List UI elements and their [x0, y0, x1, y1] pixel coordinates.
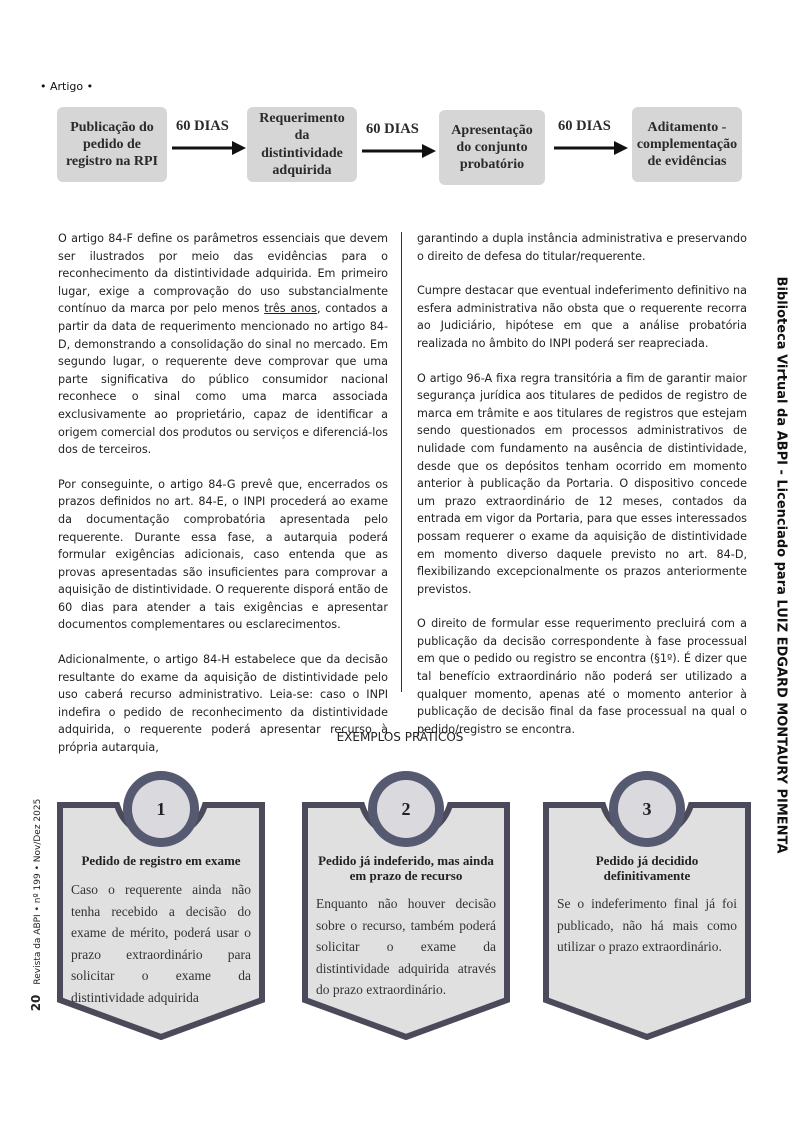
examples-title: EXEMPLOS PRÁTICOS	[336, 730, 464, 744]
example-card-3	[543, 765, 751, 1040]
card-text: Enquanto não houver decisão sobre o recurso, também poderá solicitar o exame da distintividade adquirida através do prazo extraordinário.	[316, 896, 496, 997]
license-side-text: Biblioteca Virtual da ABPI - Licenciado para LUIZ EDGARD MONTAURY PIMENTA	[773, 276, 789, 854]
section-tag: • Artigo •	[40, 80, 94, 93]
card-title: Pedido de registro em exame	[81, 853, 241, 868]
example-card-2	[302, 765, 510, 1040]
page-footer	[29, 799, 43, 1012]
left-column	[58, 230, 388, 774]
flow-arrow-label: 60 DIAS	[558, 118, 611, 134]
card-title: Pedido já indeferido, mas ainda em prazo de recurso	[318, 853, 494, 883]
column-divider	[401, 232, 402, 692]
paragraph: Adicionalmente, o artigo 84-H estabelece que da decisão resultante do exame da aquisição de distintividade pelo uso caberá recurso administrativo. Leia-se: caso o INPI indefira o pedido de reconhecimento da distintividade adquirida, o requerente poderá apresentar recurso à própria autarquia,	[58, 653, 388, 755]
paragraph: Por conseguinte, o artigo 84-G prevê que, encerrados os prazos definidos no art. 84-E, o INPI procederá ao exame da documentação comprobatória apresentada pelo requerente. Durante essa fase, a autarquia poderá formular exigências adicionais, caso entenda que as provas apresentadas são insuficientes para comprovar a aquisição de distintividade. O requerente disporá então de 60 dias para atender a tais exigências e apresentar documentos complementares ou esclarecimentos.	[58, 477, 388, 632]
text-run: , contados a partir da data de requerimento mencionado no artigo 84-D, demonstrando a consolidação do sinal no mercado. Em segundo lugar, o requerente deve comprovar que uma parte significativa do público consumidor nacional reconhece o sinal como uma marca associada exclusivamente ao proprietário, capaz de identificar a origem comercial dos produtos ou serviços e diferenciá-los dos de terceiros.	[58, 302, 388, 457]
flow-step-aditamento: Aditamento - complementação de evidências	[632, 107, 742, 182]
publication-info: Revista da ABPI • nº 199 • Nov/Dez 2025	[33, 798, 43, 985]
card-title: Pedido já decidido definitivamente	[595, 853, 699, 883]
card-text: Se o indeferimento final já foi publicado, não há mais como utilizar o prazo extraordinário.	[557, 896, 737, 954]
flow-arrow-label: 60 DIAS	[366, 121, 419, 137]
underlined-text: três anos	[264, 302, 317, 316]
flow-step-publicacao: Publicação do pedido de registro na RPI	[57, 107, 167, 182]
text-run: O artigo 84-F define os parâmetros essenciais que devem ser ilustrados por meio das evidências para o reconhecimento da distintividade adquirida. Em primeiro lugar, exige a comprovação do uso substancialmente contínuo da marca por pelo menos	[58, 232, 388, 316]
card-number: 3	[642, 798, 652, 819]
card-text: Caso o requerente ainda não tenha recebido a decisão do exame de mérito, poderá usar o prazo extraordinário para solicitar o exame da distintividade adquirida	[71, 882, 251, 1005]
arrow-right-icon	[554, 140, 628, 156]
flow-step-requerimento: Requerimento da distintividade adquirida	[247, 107, 357, 182]
paragraph: O artigo 96-A fixa regra transitória a fim de garantir maior segurança jurídica aos titulares de pedidos de registro de marca em trâmite e aos titulares de registros que estejam sendo questionados em processos administrativos de nulidade com fundamento na ausência de distintividade, desde que os depósitos tenham ocorrido em momento anterior à publicação da Portaria. O dispositivo concede um prazo extraordinário de 12 meses, contados da entrada em vigor da Portaria, para que esses interessados possam requerer o exame da aquisição de distintividade em momento diverso daquele previsto no art. 84-D, flexibilizando excepcionalmente os prazos anteriormente previstos.	[417, 371, 747, 596]
paragraph: garantindo a dupla instância administrativa e preservando o direito de defesa do titular/requerente.	[417, 232, 747, 263]
card-number: 1	[156, 798, 166, 819]
flow-arrow-label: 60 DIAS	[176, 118, 229, 134]
paragraph: Cumpre destacar que eventual indeferimento definitivo na esfera administrativa não obsta que o requerente recorra ao Judiciário, hipótese em que a análise probatória realizada no âmbito do INPI poderá ser reapreciada.	[417, 284, 747, 350]
right-column	[417, 230, 747, 755]
example-card-1	[57, 765, 265, 1040]
card-number: 2	[401, 798, 411, 819]
arrow-right-icon	[172, 140, 246, 156]
arrow-right-icon	[362, 143, 436, 159]
flow-step-apresentacao: Apresentação do conjunto probatório	[439, 110, 545, 185]
page-number: 20	[29, 994, 43, 1012]
paragraph	[58, 230, 388, 459]
paragraph: O direito de formular esse requerimento precluirá com a publicação da decisão correspondente à fase processual em que o pedido ou registro se encontra (§1º). É dizer que tal benefício extraordinário não poderá ser utilizado a qualquer momento, apenas até o momento anterior à publicação de decisão final da fase processual na qual o pedido/registro se encontra.	[417, 617, 747, 736]
